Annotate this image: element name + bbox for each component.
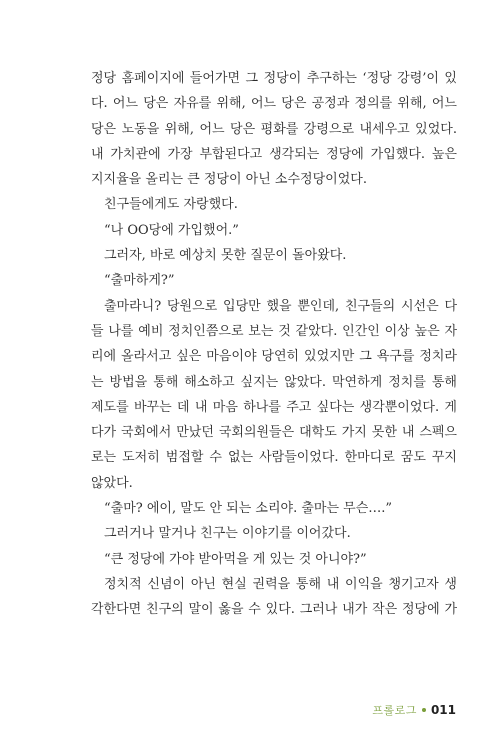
body-line: 그러자, 바로 예상치 못한 질문이 돌아왔다. (104, 248, 347, 264)
dialogue-line: “출마하게?” (104, 273, 175, 289)
dialogue-line: “출마? 에이, 말도 안 되는 소리야. 출마는 무슨….” (104, 501, 393, 517)
body-line: 다. 어느 당은 자유를 위해, 어느 당은 공정과 정의를 위해, 어느 (91, 96, 457, 112)
body-line: 로는 도저히 범접할 수 없는 사람들이었다. 한마디로 꿈도 꾸지 (91, 450, 457, 466)
body-line: 각한다면 친구의 말이 옳을 수 있다. 그러나 내가 작은 정당에 가 (91, 602, 457, 618)
dialogue-line: “나 OO당에 가입했어.” (104, 222, 239, 238)
page-body (91, 66, 457, 623)
body-line: 지지율을 올리는 큰 정당이 아닌 소수정당이었다. (91, 172, 367, 188)
body-line: 당은 노동을 위해, 어느 당은 평화를 강령으로 내세우고 있었다. (91, 121, 457, 137)
body-line: 정치적 신념이 아닌 현실 권력을 통해 내 이익을 챙기고자 생 (104, 576, 457, 592)
body-line: 제도를 바꾸는 데 내 마음 하나를 주고 싶다는 생각뿐이었다. 게 (91, 399, 457, 415)
body-line: 들 나를 예비 정치인쯤으로 보는 것 같았다. 인간인 이상 높은 자 (91, 323, 457, 339)
body-line: 다가 국회에서 만났던 국회의원들은 대학도 가지 못한 내 스펙으 (91, 425, 457, 441)
body-line: 그러거나 말거나 친구는 이야기를 이어갔다. (104, 526, 351, 542)
page-number: 011 (430, 703, 456, 717)
body-line: 친구들에게도 자랑했다. (104, 197, 238, 213)
dialogue-line: “큰 정당에 가야 받아먹을 게 있는 것 아니야?” (104, 551, 367, 567)
body-line: 내 가치관에 가장 부합된다고 생각되는 정당에 가입했다. 높은 (91, 146, 457, 162)
body-line: 정당 홈페이지에 들어가면 그 정당이 추구하는 ‘정당 강령’이 있 (91, 71, 457, 86)
page-footer (372, 702, 456, 718)
body-line: 않았다. (91, 475, 133, 491)
body-line: 출마라니? 당원으로 입당만 했을 뿐인데, 친구들의 시선은 다 (104, 298, 457, 314)
bullet-dot-icon (422, 708, 426, 712)
body-line: 는 방법을 통해 해소하고 싶지는 않았다. 막연하게 정치를 통해 (91, 374, 457, 390)
body-line: 리에 올라서고 싶은 마음이야 당연히 있었지만 그 욕구를 정치라 (91, 349, 457, 365)
section-title: 프롤로그 (372, 704, 417, 717)
